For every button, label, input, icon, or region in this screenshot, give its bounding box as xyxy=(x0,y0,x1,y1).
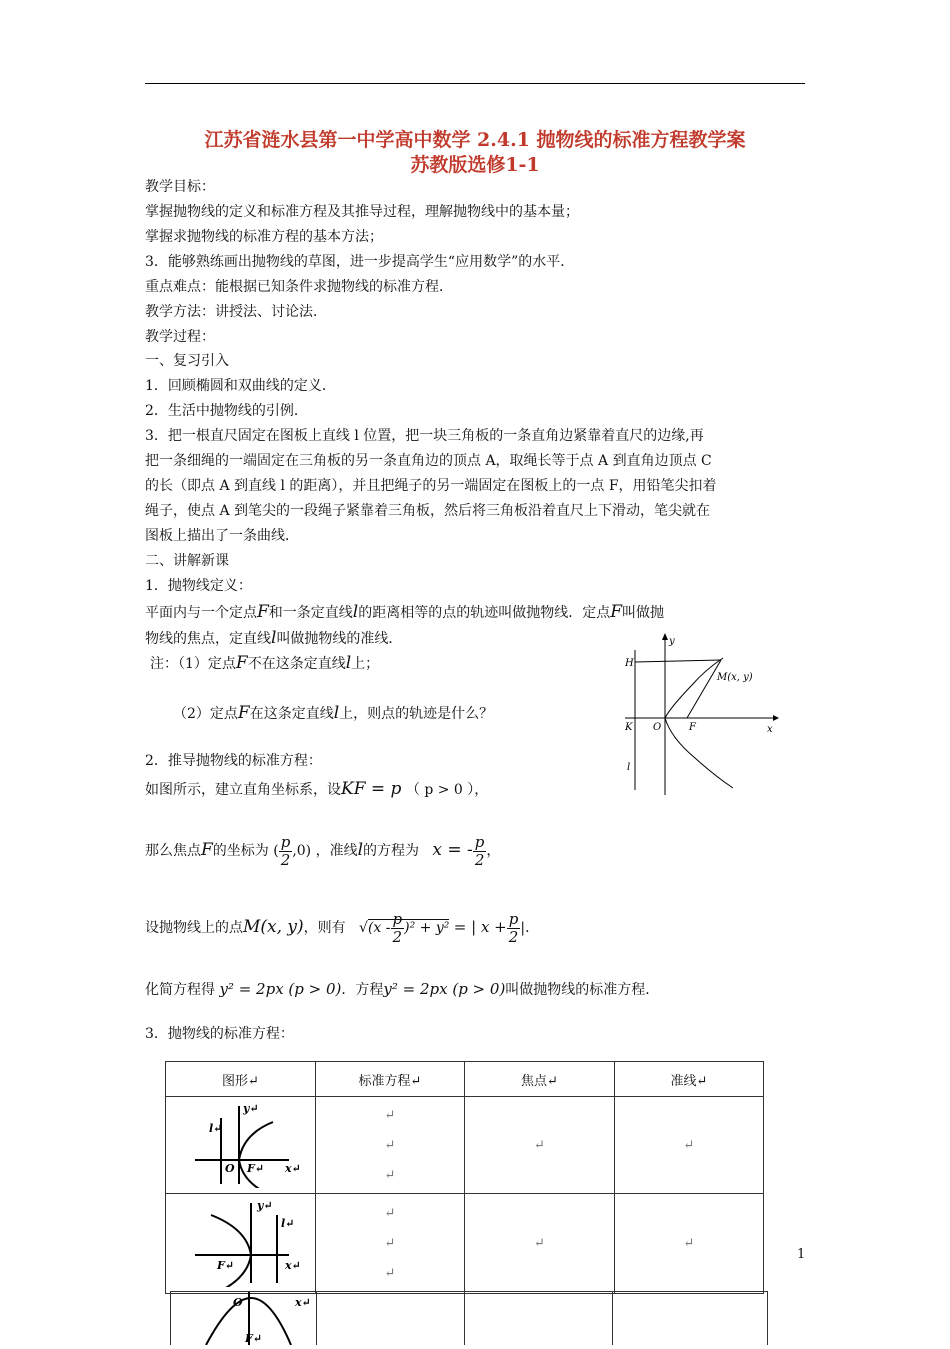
equation-cell: ↵ ↵ ↵ xyxy=(316,1194,465,1294)
derive-line1: 如图所示，建立直角坐标系，设KF = p （ p > 0 ）， xyxy=(145,779,489,799)
equation-cell: ↵ ↵ ↵ xyxy=(316,1097,465,1194)
derive-heading: 2．推导抛物线的标准方程： xyxy=(145,753,322,769)
doc-title: 江苏省涟水县第一中学高中数学 2.4.1 抛物线的标准方程教学案 xyxy=(204,129,746,151)
svg-text:y↵: y↵ xyxy=(242,1102,259,1115)
standard-equation-heading: 3．抛物线的标准方程： xyxy=(145,1026,294,1042)
objective-2: 掌握求抛物线的标准方程的基本方法； xyxy=(145,229,383,245)
header-rule xyxy=(145,83,805,84)
figure-cell-right xyxy=(166,1097,316,1194)
hm-segment xyxy=(635,660,721,662)
y-arrow xyxy=(662,633,668,640)
derive-line4: 化简方程得 y² = 2px (p > 0)．方程y² = 2px (p > 0)叫做抛物线的标准方程． xyxy=(145,980,660,998)
objective-3: 3．能够熟练画出抛物线的草图，进一步提高学生“应用数学”的水平． xyxy=(145,254,575,270)
objectives-heading: 教学目标： xyxy=(145,179,215,195)
objective-1: 掌握抛物线的定义和标准方程及其推导过程，理解抛物线中的基本量； xyxy=(145,204,579,220)
section-new-lesson: 二、讲解新课 xyxy=(145,553,229,569)
fm-segment xyxy=(687,660,721,718)
svg-text:x↵: x↵ xyxy=(295,1296,311,1309)
header-focus: 焦点↵ xyxy=(465,1062,615,1097)
review-item-3-line5: 图板上描出了一条曲线． xyxy=(145,528,299,544)
definition-line1: 平面内与一个定点F和一条定直线l的距离相等的点的轨迹叫做抛物线．定点F叫做抛 xyxy=(145,602,665,622)
focus-cell: ↵ xyxy=(465,1194,615,1294)
table-row xyxy=(166,1194,764,1294)
svg-text:F↵: F↵ xyxy=(216,1258,234,1272)
fig-o-label: O xyxy=(653,722,662,733)
svg-text:O: O xyxy=(224,1162,235,1175)
derive-line3: 设抛物线上的点M(x, y)，则有 √(x - $\frac{p}{2}$ )² + y² = | x + $\frac{p}{2}$ |． xyxy=(145,909,540,946)
teaching-methods: 教学方法：讲授法、讨论法． xyxy=(145,304,327,320)
process-heading: 教学过程： xyxy=(145,329,215,345)
doc-subtitle: 苏教版选修1-1 xyxy=(410,154,540,176)
fig-l-label: l xyxy=(627,762,631,773)
header-equation: 标准方程↵ xyxy=(316,1062,465,1097)
x-arrow xyxy=(773,715,779,721)
fig-y-label: y xyxy=(669,636,675,647)
figure-cell-down xyxy=(171,1292,317,1345)
parabola-down-figure xyxy=(171,1292,311,1345)
header-directrix: 准线↵ xyxy=(615,1062,764,1097)
review-item-1: 1．回顾椭圆和双曲线的定义． xyxy=(145,378,336,394)
parabola-left-figure xyxy=(181,1197,301,1287)
note-2: （2）定点F在这条定直线l上，则点的轨迹是什么？ xyxy=(173,703,494,723)
svg-text:l↵: l↵ xyxy=(208,1122,222,1135)
review-item-3-line3: 的长（即点 A 到直线 l 的距离），并且把绳子的另一端固定在图板上的一点 F，用铅笔尖扣着 xyxy=(145,478,717,494)
svg-text:y↵: y↵ xyxy=(256,1198,273,1212)
fig-m-label: M(x, y) xyxy=(717,672,753,683)
review-item-3-line1: 3．把一根直尺固定在图板上直线 l 位置，把一块三角板的一条直角边紧靠着直尺的边缘,再 xyxy=(145,428,704,444)
directrix-cell: ↵ xyxy=(615,1194,764,1294)
svg-text:F↵: F↵ xyxy=(246,1162,264,1175)
review-item-2: 2．生活中抛物线的引例． xyxy=(145,403,308,419)
table-header-row xyxy=(166,1062,764,1097)
figure-cell-left xyxy=(166,1194,316,1294)
svg-text:x↵: x↵ xyxy=(284,1258,301,1272)
definition-heading: 1．抛物线定义： xyxy=(145,578,252,594)
parabola-figure xyxy=(615,630,785,800)
review-item-3-line4: 绳子，使点 A 到笔尖的一段绳子紧靠着三角板，然后将三角板沿着直尺上下滑动，笔尖就在 xyxy=(145,503,711,519)
directrix-cell: ↵ xyxy=(615,1097,764,1194)
svg-text:O: O xyxy=(233,1296,243,1309)
fig-k-label: K xyxy=(625,722,633,733)
section-review: 一、复习引入 xyxy=(145,353,229,369)
key-points: 重点难点：能根据已知条件求抛物线的标准方程． xyxy=(145,279,453,295)
focus-cell: ↵ xyxy=(465,1097,615,1194)
fig-x-label: x xyxy=(767,724,773,735)
review-item-3-line2: 把一条细绳的一端固定在三角板的另一条直角边的顶点 A，取绳长等于点 A 到直角边顶点 C xyxy=(145,453,712,469)
fig-h-label: H xyxy=(625,658,634,669)
note-1: 注：（1）定点F不在这条定直线l上； xyxy=(150,653,380,673)
derive-line2: 那么焦点F的坐标为 ( $\frac{p}{2}$ ,0) ，准线l的方程为 x = - $\frac{p}{2}$ ， xyxy=(145,832,501,869)
fig-f-label: F xyxy=(689,722,696,733)
table-row xyxy=(166,1097,764,1194)
next-page-table-fragment xyxy=(170,1291,768,1345)
page-number: 1 xyxy=(797,1247,806,1262)
svg-text:F↵: F↵ xyxy=(245,1332,263,1345)
definition-line2: 物线的焦点，定直线l叫做抛物线的准线． xyxy=(145,628,403,648)
parabola-right-figure xyxy=(181,1098,301,1188)
svg-text:x↵: x↵ xyxy=(284,1162,301,1175)
svg-text:l↵: l↵ xyxy=(280,1216,294,1230)
standard-equation-table xyxy=(165,1061,764,1294)
header-figure: 图形↵ xyxy=(166,1062,316,1097)
